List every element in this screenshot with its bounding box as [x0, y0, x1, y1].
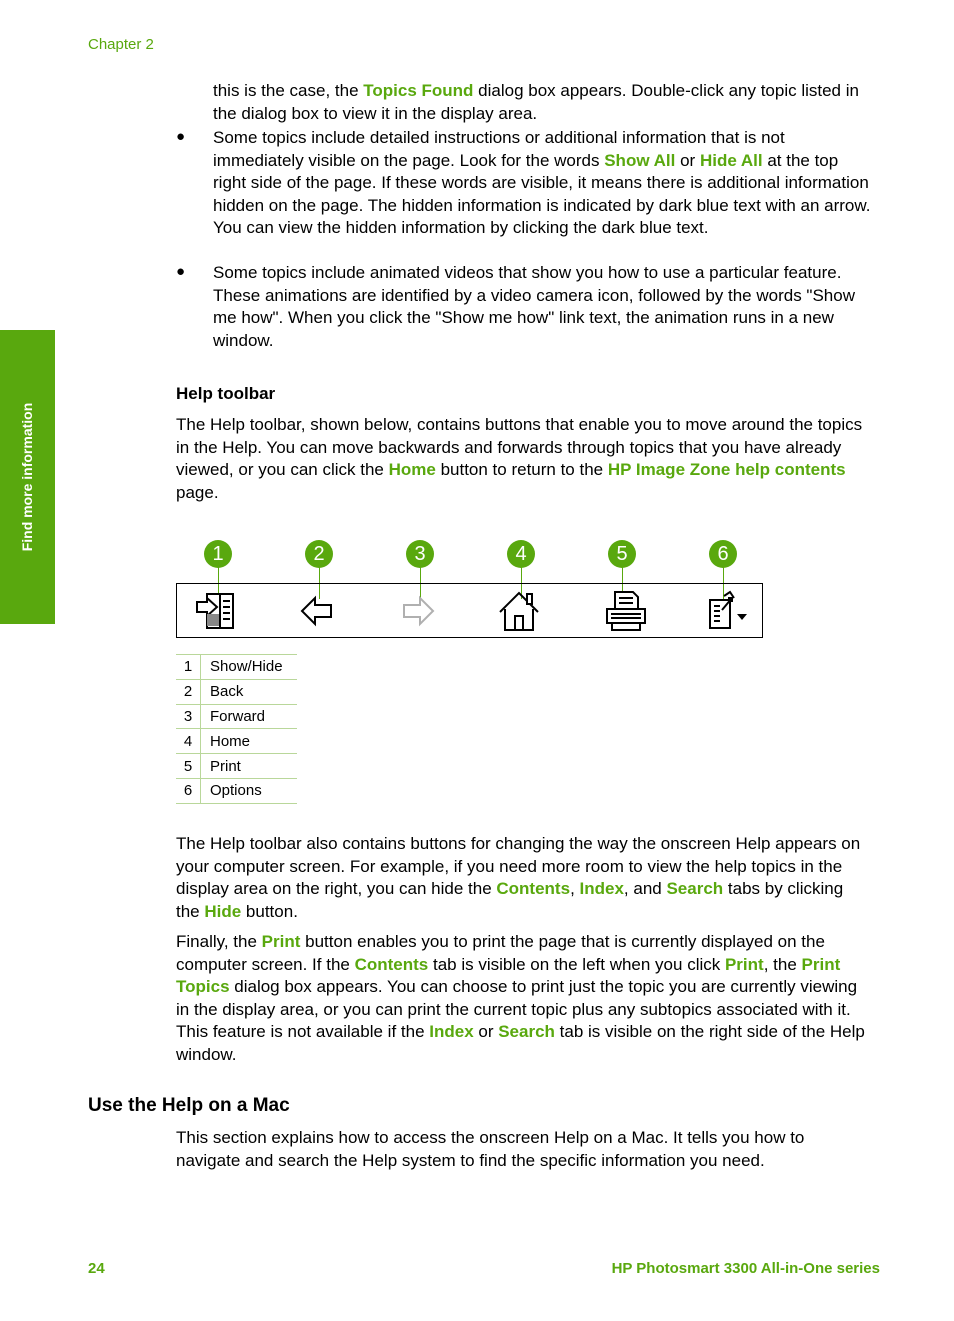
- toolbar-view-paragraph: [176, 833, 871, 923]
- text-run: dialog box appears. Double-click any topic listed in the dialog box to view it in the display area.: [213, 81, 859, 123]
- table-row: [176, 754, 297, 779]
- text-run: The Help toolbar also contains buttons for changing the way the onscreen Help appears on your computer screen. For example, if you need more room to view the help topics in the display area on the right, you can hide the: [176, 834, 861, 898]
- ui-term-search: Search: [666, 879, 724, 898]
- callout-4: 4: [507, 540, 535, 568]
- ui-term-hide: Hide: [204, 901, 242, 921]
- legend-number: 2: [176, 679, 201, 704]
- printer-icon: [603, 588, 649, 634]
- options-icon: [704, 588, 750, 634]
- legend-label: Home: [201, 729, 298, 754]
- toolbar-paragraph: [176, 414, 871, 504]
- mac-paragraph: This section explains how to access the onscreen Help on a Mac. It tells you how to navigate and search the Help system to find the specific information you need.: [176, 1128, 805, 1170]
- section-heading-help-toolbar: Help toolbar: [176, 384, 276, 403]
- ui-term-show-all: Show All: [604, 150, 676, 170]
- table-row: [176, 655, 297, 680]
- ui-term-search: Search: [498, 1022, 555, 1041]
- ui-term-print: Print: [724, 954, 764, 974]
- show-hide-icon: [193, 588, 239, 634]
- text-run: button to return to the: [435, 460, 608, 479]
- ui-term-hp-image-zone: HP Image Zone help contents: [607, 460, 846, 479]
- footer-product-name: HP Photosmart 3300 All-in-One series: [611, 1260, 880, 1277]
- side-tab: [0, 330, 55, 624]
- back-arrow-icon: [294, 588, 340, 634]
- text-run: tab is visible on the right side of the Help window.: [176, 1022, 865, 1064]
- text-run: dialog box appears. You can choose to print just the topic you are currently viewing in the display area, or you can print the current topic plus any subtopics associated with it. This feature is not available if the: [176, 977, 858, 1041]
- legend-number: 6: [176, 778, 201, 803]
- print-paragraph: [176, 931, 871, 1066]
- callout-1: 1: [204, 540, 232, 568]
- text-run: button enables you to print the page that is currently displayed on the computer screen. If the: [176, 932, 825, 974]
- table-row: [176, 729, 297, 754]
- ui-term-index: Index: [579, 879, 624, 898]
- ui-term-print: Print: [261, 932, 301, 951]
- ui-term-home: Home: [388, 460, 436, 479]
- help-toolbar-illustration: [176, 583, 763, 638]
- callout-3: 3: [406, 540, 434, 568]
- table-row: [176, 679, 297, 704]
- forward-arrow-icon: [395, 588, 441, 634]
- legend-label: Forward: [201, 704, 298, 729]
- text-run: Finally, the: [176, 932, 262, 951]
- ui-term-contents: Contents: [354, 954, 429, 974]
- text-run: this is the case, the: [213, 81, 364, 100]
- text-run: at the top right side of the page. If these words are visible, it means there is additional information hidden on the page. The hidden information is indicated by dark blue text with an arrow. You can view the hidden information by clicking the dark blue text.: [213, 150, 871, 237]
- legend-label: Options: [201, 778, 298, 803]
- text-run: tabs by clicking the: [176, 879, 844, 921]
- ui-term-index: Index: [429, 1022, 474, 1041]
- bullet-videos: Some topics include animated videos that show you how to use a particular feature. These animations are identified by a video camera icon, followed by the words "Show me how". When you click the "Show me how" link text, the animation runs in a new window.: [213, 263, 855, 350]
- legend-number: 4: [176, 729, 201, 754]
- legend-number: 3: [176, 704, 201, 729]
- toolbar-legend-table: [176, 654, 297, 804]
- page-number: 24: [88, 1260, 105, 1277]
- ui-term-contents: Contents: [496, 879, 571, 898]
- text-run: , the: [763, 954, 802, 974]
- intro-paragraph: [213, 80, 873, 125]
- legend-number: 5: [176, 754, 201, 779]
- bullet-marker: ●: [176, 263, 186, 280]
- ui-term-print-topics: Print Topics: [176, 954, 841, 996]
- text-run: button.: [241, 901, 298, 921]
- text-run: tab is visible on the left when you click: [428, 954, 725, 974]
- text-run: or: [473, 1022, 499, 1041]
- legend-number: 1: [176, 655, 201, 680]
- bullet-marker: ●: [176, 128, 186, 145]
- text-run: The Help toolbar, shown below, contains buttons that enable you to move around the topics in the Help. You can move backwards and forwards through topics that you have already viewed, or you can click the: [176, 415, 863, 479]
- text-run: page.: [176, 482, 219, 502]
- chapter-label: Chapter 2: [88, 36, 154, 53]
- ui-term-hide-all: Hide All: [699, 150, 763, 170]
- table-row: [176, 778, 297, 803]
- text-run: or: [675, 150, 700, 170]
- section-heading-mac: Use the Help on a Mac: [88, 1095, 290, 1116]
- legend-label: Show/Hide: [201, 655, 298, 680]
- text-run: , and: [623, 879, 667, 898]
- legend-label: Back: [201, 679, 298, 704]
- home-icon: [496, 588, 542, 634]
- callout-5: 5: [608, 540, 636, 568]
- callout-6: 6: [709, 540, 737, 568]
- ui-term-topics-found: Topics Found: [363, 81, 474, 100]
- text-run: ,: [570, 879, 580, 898]
- table-row: [176, 704, 297, 729]
- legend-label: Print: [201, 754, 298, 779]
- side-tab-label: Find more information: [19, 402, 35, 552]
- callout-2: 2: [305, 540, 333, 568]
- bullet-show-all: [213, 127, 873, 240]
- text-run: Some topics include detailed instructions or additional information that is not immediately visible on the page. Look for the words: [213, 128, 785, 170]
